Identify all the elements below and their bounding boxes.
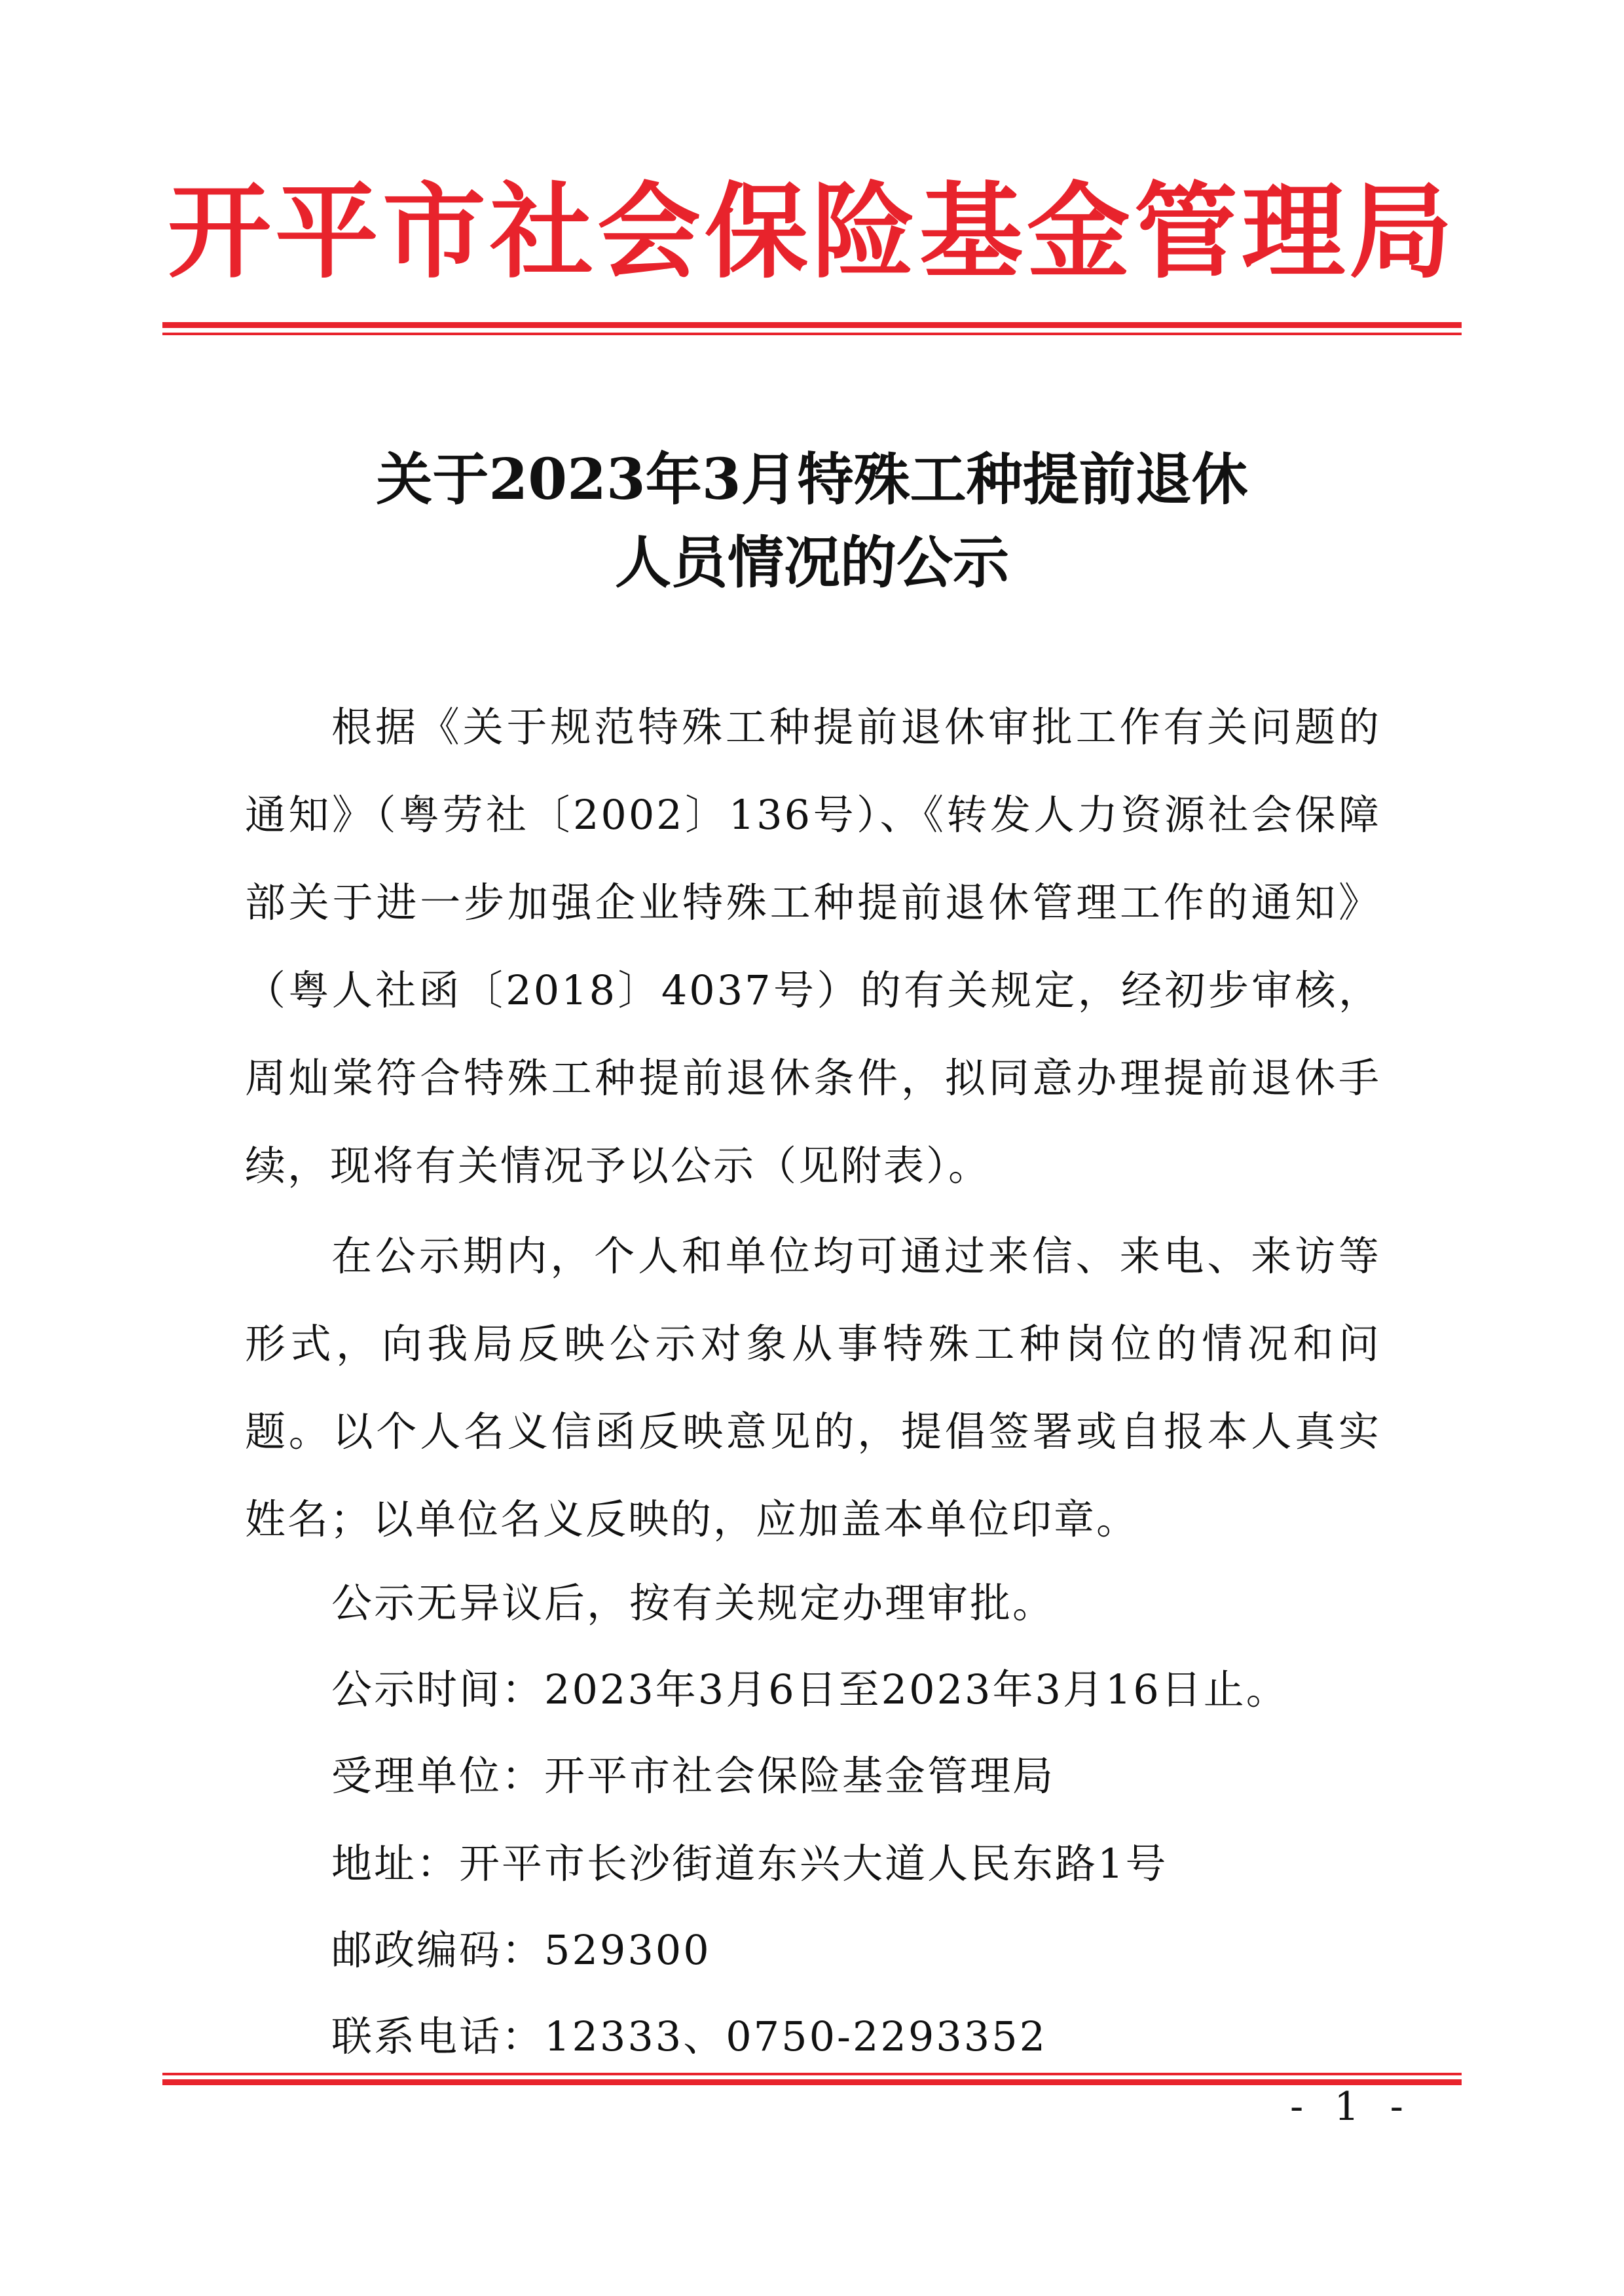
body-paragraph-approval: 公示无异议后，按有关规定办理审批。 bbox=[331, 1579, 1056, 1627]
contact-phone: 联系电话：12333、0750-2293352 bbox=[331, 2013, 1048, 2060]
accepting-office: 受理单位：开平市社会保险基金管理局 bbox=[331, 1752, 1056, 1800]
header-red-rule-thick bbox=[162, 322, 1462, 328]
header-red-rule-thin bbox=[162, 333, 1462, 335]
notice-title-line-1: 关于2023年3月特殊工种提前退休 bbox=[376, 446, 1248, 513]
postal-code: 邮政编码：529300 bbox=[331, 1926, 711, 1974]
footer-red-rule-thin bbox=[162, 2073, 1462, 2075]
body-paragraph-feedback: 在公示期内，个人和单位均可通过来信、来电、来访等形式，向我局反映公示对象从事特殊工种岗位的情况和问题。以个人名义信函反映意见的，提倡签署或自报本人真实姓名；以单位名义反映的，应加盖本单位印章。 bbox=[245, 1232, 1381, 1543]
notice-title-line-2: 人员情况的公示 bbox=[615, 530, 1009, 596]
publicity-period: 公示时间：2023年3月6日至2023年3月16日止。 bbox=[331, 1666, 1289, 1713]
office-address: 地址：开平市长沙街道东兴大道人民东路1号 bbox=[331, 1840, 1168, 1887]
page-number: - 1 - bbox=[1290, 2084, 1412, 2130]
body-paragraph-basis: 根据《关于规范特殊工种提前退休审批工作有关问题的通知》（粤劳社〔2002〕136号）、《转发人力资源社会保障部关于进一步加强企业特殊工种提前退休管理工作的通知》（粤人社函〔2018〕4037号）的有关规定，经初步审核，周灿棠符合特殊工种提前退休条件，拟同意办理提前退休手续，现将有关情况予以公示（见附表）。 bbox=[245, 703, 1381, 1190]
footer-red-rule-thick bbox=[162, 2079, 1462, 2085]
issuing-organization-title: 开平市社会保险基金管理局 bbox=[168, 172, 1456, 293]
